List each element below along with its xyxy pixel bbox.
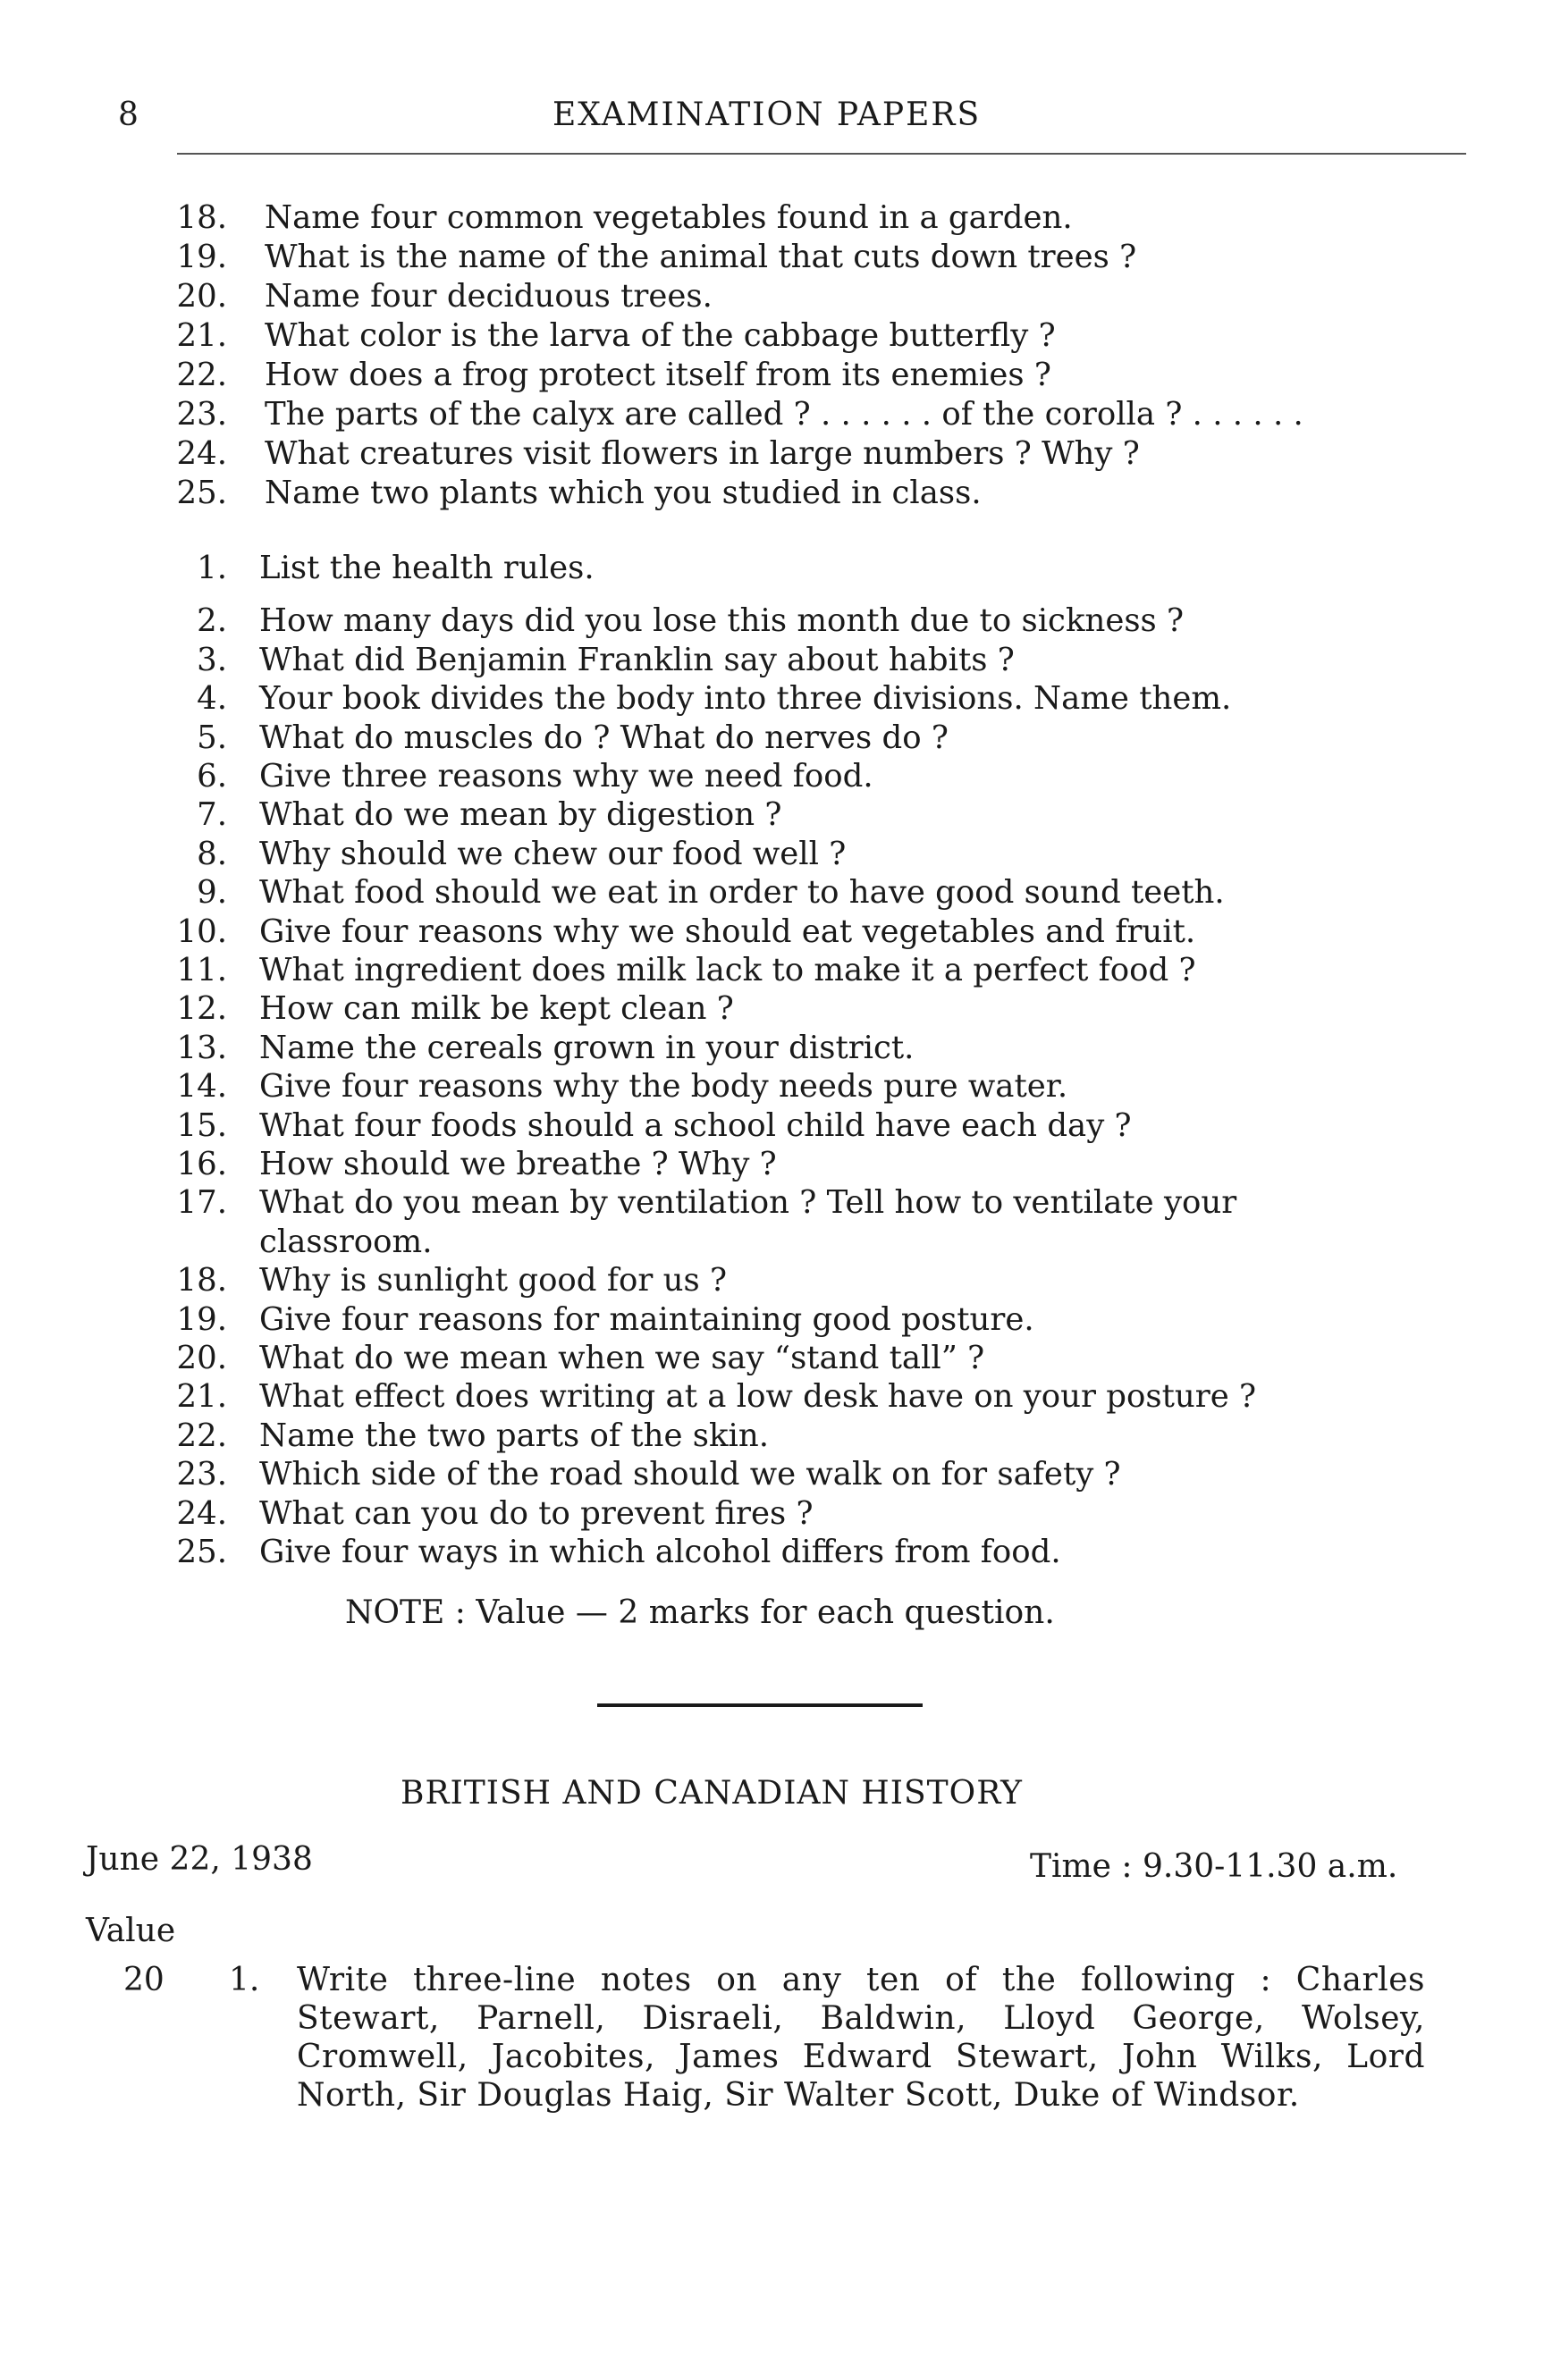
question-item xyxy=(0,356,1552,395)
question-number: 9. xyxy=(197,874,227,912)
question-text: What creatures visit flowers in large numbers ? Why ? xyxy=(265,435,1140,472)
question-item xyxy=(0,549,1552,587)
question-text: What do you mean by ventilation ? Tell how to ventilate your xyxy=(259,1184,1237,1222)
question-text: Why should we chew our food well ? xyxy=(259,835,847,872)
question-text: Your book divides the body into three divisions. Name them. xyxy=(259,680,1232,718)
question-number: 1. xyxy=(229,1962,260,1998)
question-number: 18. xyxy=(176,199,227,236)
question-text: Write three-line notes on any ten of the following : Charles Stewart, Parnell, Disraeli, Baldwin, Lloyd George, Wolsey, Cromwell, Jacobites, James Edward Stewart, John Wilks, Lord North, Sir Douglas Haig, Sir Walter Scott, Duke of Windsor. xyxy=(297,1962,1425,2114)
question-text: What food should we eat in order to have good sound teeth. xyxy=(259,874,1225,912)
exam-time: Time : 9.30-11.30 a.m. xyxy=(1030,1848,1398,1885)
question-text: List the health rules. xyxy=(259,550,595,586)
question-text: Name two plants which you studied in class. xyxy=(265,475,982,511)
question-item xyxy=(0,795,1552,834)
question-item xyxy=(0,277,1552,316)
question-number: 8. xyxy=(197,835,227,872)
question-item xyxy=(0,719,1552,757)
question-item xyxy=(0,1261,1552,1299)
question-number: 20. xyxy=(176,1340,227,1376)
question-number: 19. xyxy=(176,239,227,275)
question-item xyxy=(0,601,1552,640)
question-text: What do we mean by digestion ? xyxy=(259,796,782,834)
question-text: Name the two parts of the skin. xyxy=(259,1417,769,1454)
question-item xyxy=(0,1533,1552,1571)
question-text: Name the cereals grown in your district. xyxy=(259,1029,915,1066)
question-text: What four foods should a school child have each day ? xyxy=(259,1106,1132,1144)
question-item xyxy=(0,434,1552,474)
question-item xyxy=(0,641,1552,679)
question-text: Name four common vegetables found in a garden. xyxy=(265,199,1073,236)
header-rule xyxy=(177,153,1466,155)
question-item xyxy=(0,873,1552,912)
question-number: 23. xyxy=(176,1456,227,1493)
question-item xyxy=(0,1106,1552,1145)
question-number: 21. xyxy=(176,1378,227,1416)
question-text: What effect does writing at a low desk have on your posture ? xyxy=(259,1378,1257,1416)
question-number: 16. xyxy=(176,1146,227,1182)
question-number: 17. xyxy=(176,1184,227,1222)
question-text: What do muscles do ? What do nerves do ? xyxy=(259,719,949,756)
history-question xyxy=(86,1961,1445,2140)
question-number: 6. xyxy=(197,758,227,795)
question-item xyxy=(0,1339,1552,1377)
question-item xyxy=(0,679,1552,718)
question-number: 22. xyxy=(176,1417,227,1454)
question-number: 14. xyxy=(176,1068,227,1106)
question-text: Give four reasons why we should eat vegetables and fruit. xyxy=(259,912,1196,950)
question-number: 18. xyxy=(176,1262,227,1299)
question-text: What color is the larva of the cabbage butterfly ? xyxy=(265,317,1056,354)
question-text: What can you do to prevent fires ? xyxy=(259,1494,814,1532)
question-text: What ingredient does milk lack to make it a perfect food ? xyxy=(259,952,1196,988)
question-item xyxy=(0,474,1552,513)
question-text: How does a frog protect itself from its enemies ? xyxy=(265,357,1051,393)
question-text: Give four ways in which alcohol differs from food. xyxy=(259,1534,1061,1570)
value-column-heading: Value xyxy=(86,1913,176,1949)
question-item xyxy=(0,238,1552,277)
question-number: 5. xyxy=(197,719,227,756)
question-text: How many days did you lose this month due to sickness ? xyxy=(259,602,1185,640)
question-text: What do we mean when we say “stand tall” ? xyxy=(259,1340,985,1376)
question-number: 22. xyxy=(176,357,227,393)
question-item xyxy=(0,1029,1552,1067)
question-text: Name four deciduous trees. xyxy=(265,278,713,315)
question-text-continuation: classroom. xyxy=(259,1223,433,1260)
question-number: 12. xyxy=(176,990,227,1028)
question-item xyxy=(0,1145,1552,1183)
question-item xyxy=(0,395,1552,434)
question-item xyxy=(0,757,1552,795)
question-item xyxy=(0,835,1552,873)
question-item xyxy=(0,1377,1552,1416)
question-item xyxy=(0,1183,1552,1261)
question-number: 2. xyxy=(197,602,227,640)
question-number: 3. xyxy=(197,641,227,678)
question-text: Give four reasons why the body needs pure water. xyxy=(259,1068,1068,1106)
question-item xyxy=(0,1455,1552,1493)
question-number: 7. xyxy=(197,796,227,834)
question-number: 10. xyxy=(176,912,227,950)
question-item xyxy=(0,989,1552,1028)
question-item xyxy=(0,912,1552,951)
question-item xyxy=(0,316,1552,356)
question-item xyxy=(0,1417,1552,1455)
question-text: How can milk be kept clean ? xyxy=(259,990,734,1028)
question-number: 25. xyxy=(176,475,227,511)
question-number: 20. xyxy=(176,278,227,315)
question-item xyxy=(0,1300,1552,1339)
question-number: 11. xyxy=(176,952,227,988)
question-number: 24. xyxy=(176,1494,227,1532)
question-text: Why is sunlight good for us ? xyxy=(259,1262,727,1299)
question-item xyxy=(0,1067,1552,1106)
page-number: 8 xyxy=(118,97,139,133)
question-item xyxy=(0,1494,1552,1533)
section-title: BRITISH AND CANADIAN HISTORY xyxy=(401,1775,1023,1812)
question-number: 24. xyxy=(176,435,227,472)
page-header xyxy=(0,97,1552,150)
question-text: What is the name of the animal that cuts down trees ? xyxy=(265,239,1137,275)
question-number: 15. xyxy=(176,1106,227,1144)
question-text: Give three reasons why we need food. xyxy=(259,758,873,795)
question-item xyxy=(0,951,1552,989)
question-number: 13. xyxy=(176,1029,227,1066)
marks-note: NOTE : Value — 2 marks for each question. xyxy=(345,1594,1055,1631)
question-number: 1. xyxy=(197,550,227,586)
question-item xyxy=(0,198,1552,238)
question-text: Give four reasons for maintaining good posture. xyxy=(259,1300,1034,1338)
question-number: 4. xyxy=(197,680,227,718)
question-number: 23. xyxy=(176,396,227,433)
question-value: 20 xyxy=(123,1962,164,1998)
section-divider xyxy=(597,1703,923,1707)
question-text: What did Benjamin Franklin say about habits ? xyxy=(259,641,1015,678)
question-number: 19. xyxy=(176,1300,227,1338)
question-text: The parts of the calyx are called ? . . . . . . of the corolla ? . . . . . . xyxy=(265,396,1303,433)
question-number: 21. xyxy=(176,317,227,354)
question-text: Which side of the road should we walk on for safety ? xyxy=(259,1456,1121,1493)
question-number: 25. xyxy=(176,1534,227,1570)
exam-date: June 22, 1938 xyxy=(86,1841,313,1878)
running-title: EXAMINATION PAPERS xyxy=(552,97,982,133)
question-text: How should we breathe ? Why ? xyxy=(259,1146,777,1182)
